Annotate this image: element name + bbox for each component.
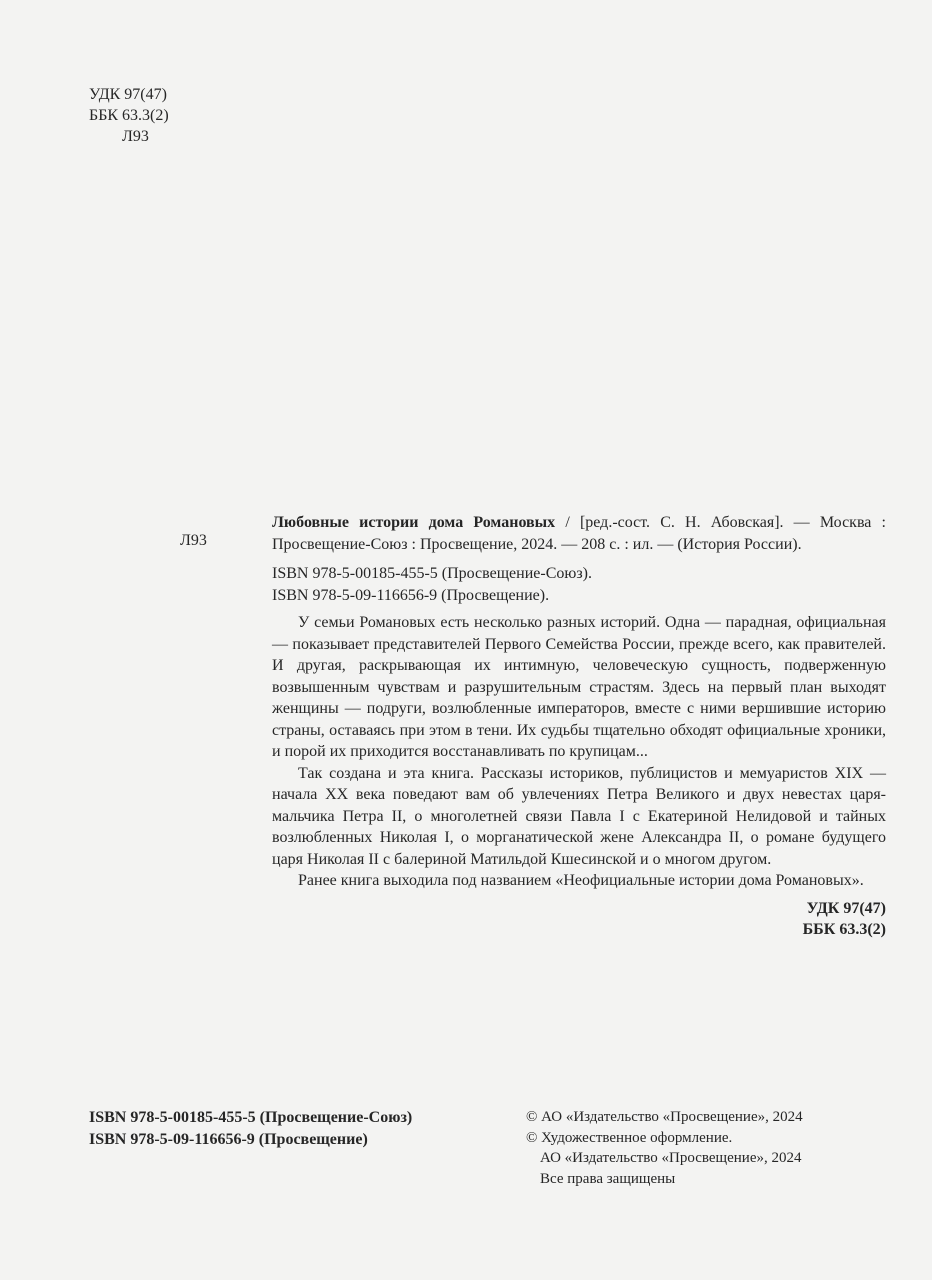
rights-reserved: Все права защищены bbox=[540, 1170, 676, 1187]
author-sign: Л93 bbox=[122, 128, 149, 145]
bbk-code: ББК 63.3(2) bbox=[802, 921, 886, 938]
classification-codes-top bbox=[89, 84, 169, 147]
annotation bbox=[272, 612, 886, 892]
isbn-list bbox=[272, 563, 886, 606]
isbn-line: ISBN 978-5-09-116656-9 (Просвещение) bbox=[89, 1130, 368, 1148]
annotation-paragraph: У семьи Романовых есть несколько разных историй. Одна — парадная, официальная — показывает представителей Первого Семейства России, прежде всего, как правителей. И другая, раскрывающая их интимную, человеческую сущность, подверженную возвышенным чувствам и разрушительным страстям. Здесь на первый план выходят женщины — подруги, возлюбленные императоров, вместе с ними вершившие историю страны, оставаясь при этом в тени. Их судьбы тщательно обходят официальные хроники, и порой их приходится восстанавливать по крупицам... bbox=[272, 614, 886, 760]
bibliographic-block bbox=[272, 512, 886, 941]
author-mark: Л93 bbox=[180, 532, 207, 549]
bibliographic-description bbox=[272, 512, 886, 555]
copyright-line: АО «Издательство «Просвещение», 2024 bbox=[540, 1150, 802, 1166]
copyright-block bbox=[526, 1107, 803, 1189]
udk-code: УДК 97(47) bbox=[806, 899, 886, 917]
classification-codes-right bbox=[272, 898, 886, 941]
annotation-paragraph: Ранее книга выходила под названием «Неофициальные истории дома Романовых». bbox=[298, 872, 864, 889]
copyright-line: © АО «Издательство «Просвещение», 2024 bbox=[526, 1109, 803, 1125]
udk-code: УДК 97(47) bbox=[89, 86, 167, 103]
copyright-line: © Художественное оформление. bbox=[526, 1129, 733, 1146]
book-title: Любовные истории дома Романовых bbox=[272, 514, 556, 531]
isbn-bottom bbox=[89, 1107, 412, 1150]
annotation-paragraph: Так создана и эта книга. Рассказы историков, публицистов и мемуаристов XIX — начала XX века поведают вам об увлечениях Петра Великого и двух невестах царя-мальчика Петра II, о многолетней связи Павла I с Екатериной Нелидовой и тайных возлюбленных Николая I, о морганатической жене Александра II, о романе будущего царя Николая II с балериной Матильдой Кшесинской и о многом другом. bbox=[272, 764, 886, 868]
bbk-code: ББК 63.3(2) bbox=[89, 107, 169, 124]
bibliographic-details: / [ред.-сост. С. Н. Абовская]. — Москва : Просвещение-Союз : Просвещение, 2024. — 208 с. : ил. — (История России). bbox=[272, 514, 887, 553]
isbn-line: ISBN 978-5-00185-455-5 (Просвещение-Союз) bbox=[89, 1109, 413, 1126]
isbn-line: ISBN 978-5-09-116656-9 (Просвещение). bbox=[272, 586, 550, 604]
isbn-line: ISBN 978-5-00185-455-5 (Просвещение-Союз). bbox=[272, 565, 592, 582]
